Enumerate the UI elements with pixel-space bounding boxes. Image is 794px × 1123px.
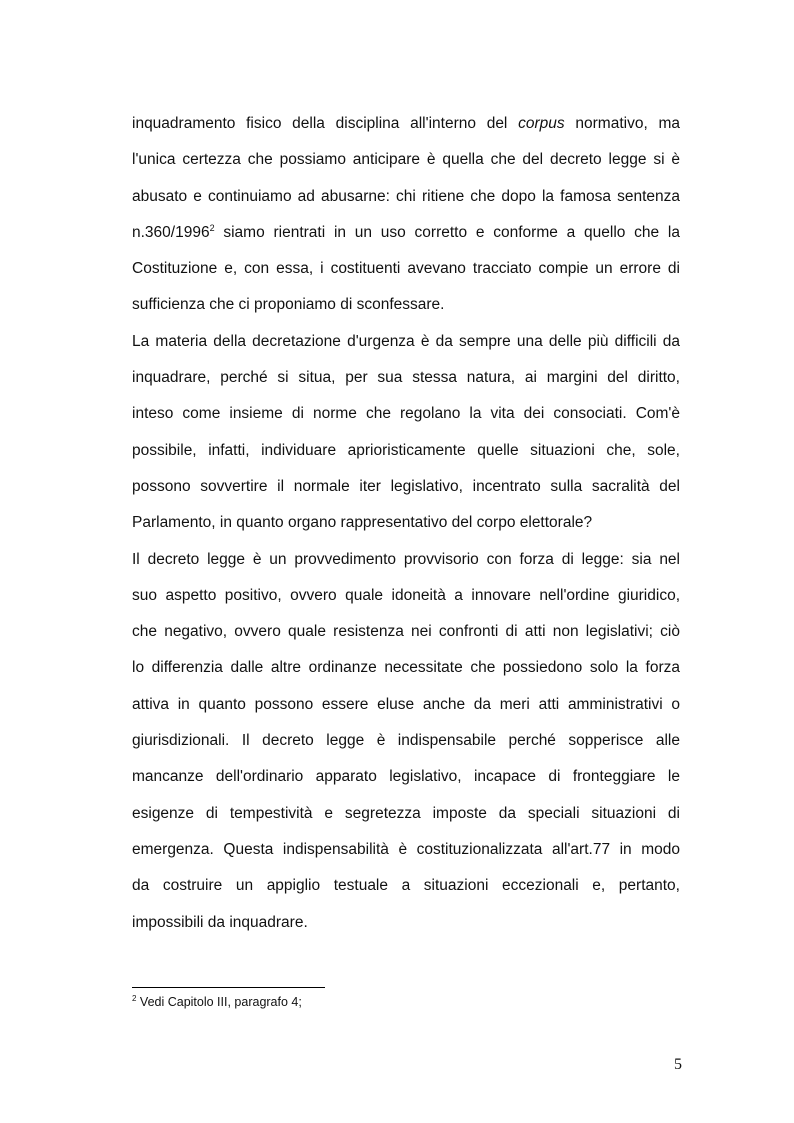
body-text [132,106,680,941]
footnote-reference: 2 [209,222,215,233]
text-line: inteso come insieme di norme che regolano la vita dei consociati. Com'è [132,405,680,423]
text-segment: inquadramento fisico della disciplina all'interno del [132,115,508,132]
text-line: possibile, infatti, individuare aprioristicamente quelle situazioni che, sole, [132,441,680,459]
text-line: l'unica certezza che possiamo anticipare è quella che del decreto legge si è [132,151,680,169]
text-line: Costituzione e, con essa, i costituenti avevano tracciato compie un errore di [132,260,680,278]
footnote-number: 2 [132,994,137,1003]
text-line: suo aspetto positivo, ovvero quale idoneità a innovare nell'ordine giuridico, [132,586,680,604]
text-line: emergenza. Questa indispensabilità è costituzionalizzata all'art.77 in modo [132,840,680,858]
text-segment: n.360/1996 [132,223,210,241]
italic-term: corpus [518,115,565,132]
text-line: attiva in quanto possono essere eluse anche da meri atti amministrativi o [132,695,680,713]
text-line: abusato e continuiamo ad abusarne: chi ritiene che dopo la famosa sentenza [132,187,680,205]
text-line: sufficienza che ci proponiamo di sconfessare. [132,296,445,314]
footnote [132,995,302,1009]
text-line [132,215,680,251]
text-line: esigenze di tempestività e segretezza imposte da speciali situazioni di [132,804,680,822]
text-line: Parlamento, in quanto organo rappresentativo del corpo elettorale? [132,514,593,532]
text-line: inquadrare, perché si situa, per sua stessa natura, ai margini del diritto, [132,369,680,387]
text-line: lo differenzia dalle altre ordinanze necessitate che possiedono solo la forza [132,659,680,677]
paragraph-3 [132,542,680,941]
paragraph-2 [132,324,680,542]
text-line: giurisdizionali. Il decreto legge è indispensabile perché sopperisce alle [132,732,680,750]
footnote-text: Vedi Capitolo III, paragrafo 4; [136,995,302,1009]
page-number: 5 [674,1056,682,1073]
text-line: La materia della decretazione d'urgenza è da sempre una delle più difficili da [132,332,680,350]
text-line: mancanze dell'ordinario apparato legislativo, incapace di fronteggiare le [132,768,680,786]
text-line: impossibili da inquadrare. [132,913,308,931]
text-segment: normativo, ma [575,115,681,132]
paragraph-1 [132,106,680,324]
text-segment: siamo rientrati in un uso corretto e conforme a quello che la [214,223,680,241]
text-line: da costruire un appiglio testuale a situazioni eccezionali e, pertanto, [132,877,680,895]
text-line [132,106,680,142]
footnote-separator [132,987,325,988]
text-line: possono sovvertire il normale iter legislativo, incentrato sulla sacralità del [132,477,680,495]
text-line: che negativo, ovvero quale resistenza nei confronti di atti non legislativi; ciò [132,623,680,641]
text-line: Il decreto legge è un provvedimento provvisorio con forza di legge: sia nel [132,550,680,568]
